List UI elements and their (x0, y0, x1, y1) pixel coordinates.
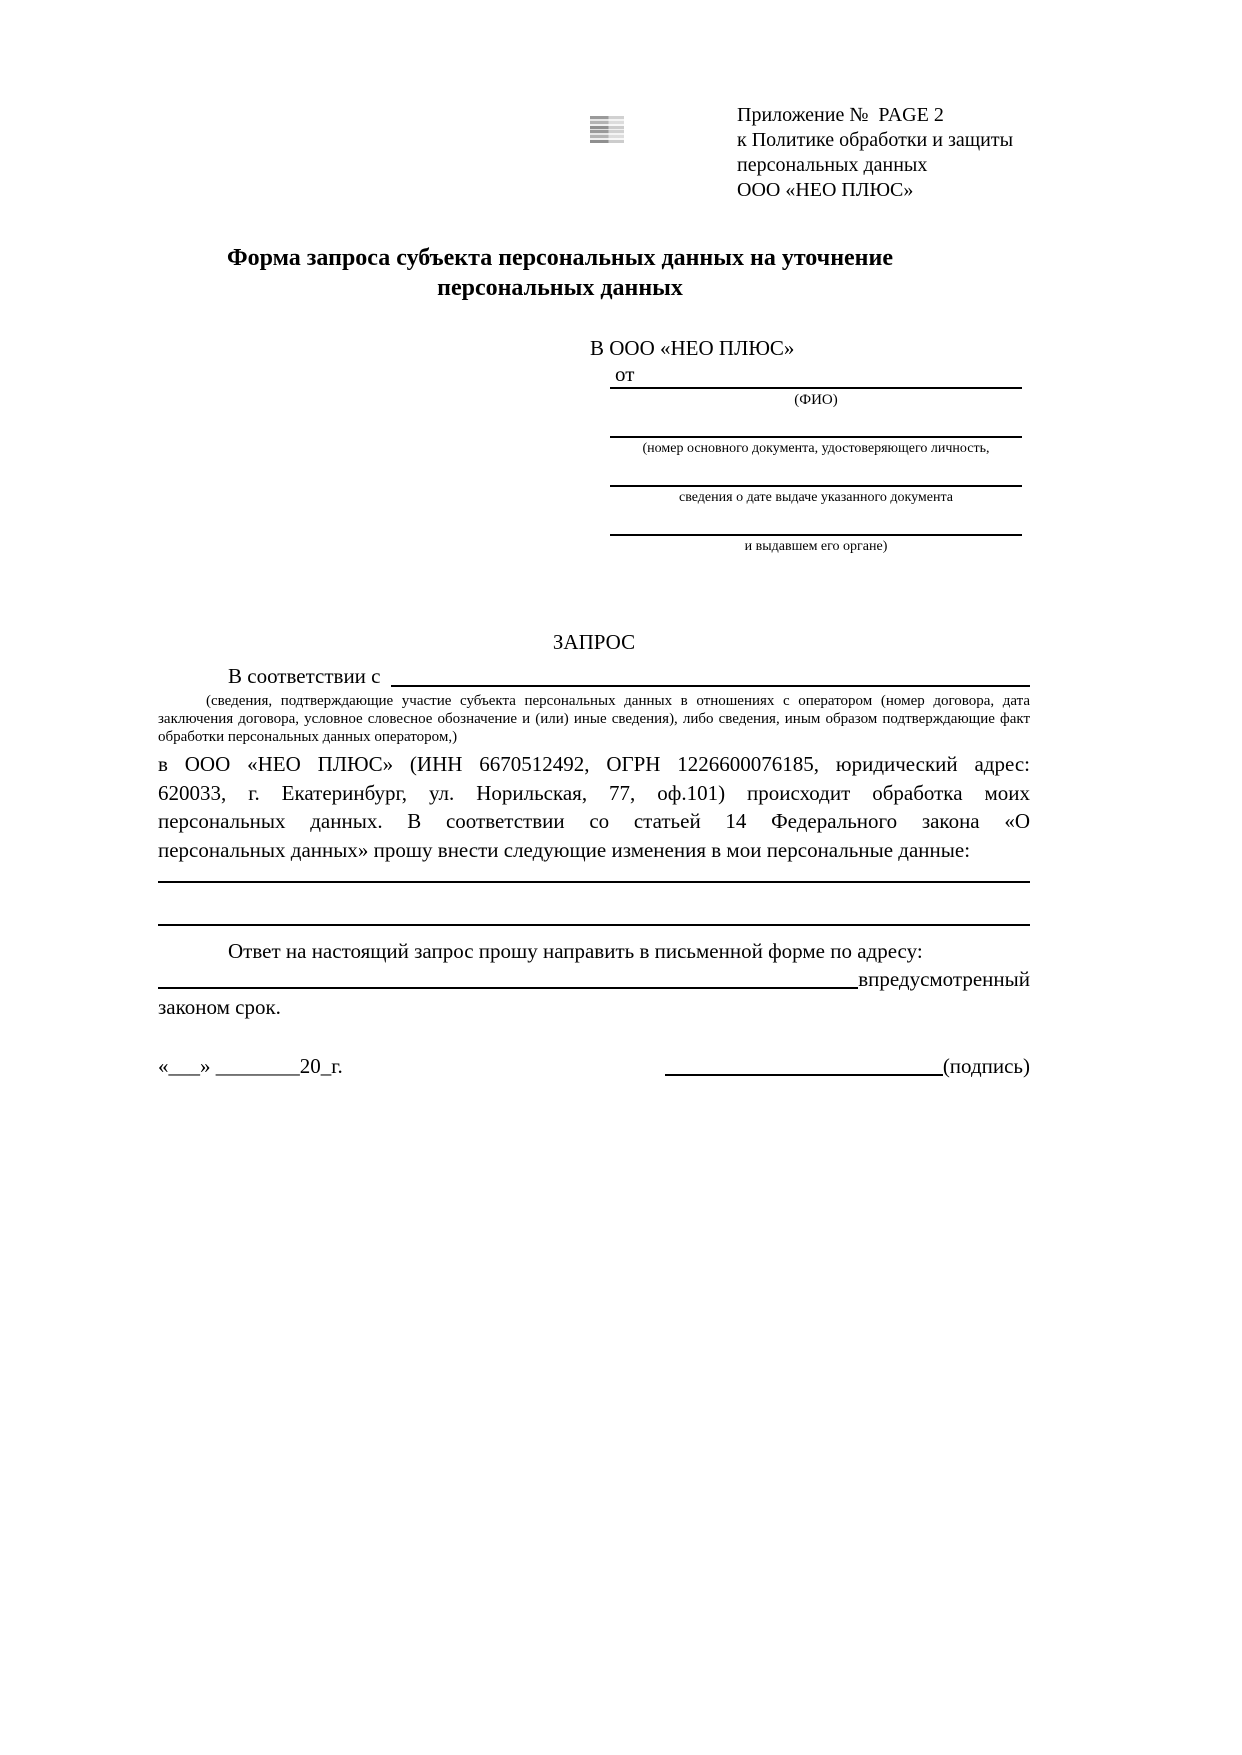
issue-date-field-caption: сведения о дате выдаче указанного документа (679, 490, 953, 505)
issue-date-blank-field (610, 485, 1022, 506)
body-paragraph (158, 750, 1030, 864)
document-number-blank-field (610, 436, 1022, 457)
addressee-block (590, 335, 1030, 555)
signature-caption: (подпись) (942, 1054, 1030, 1078)
body-line: персональных данных. В соответствии со статьей 14 Федерального закона «О (158, 809, 1030, 833)
intro-line (158, 663, 1030, 689)
document-title-line: персональных данных (437, 275, 683, 301)
request-heading: ЗАПРОС (552, 630, 636, 654)
signature-blank-line (665, 1052, 943, 1076)
reply-address-row (158, 965, 1030, 993)
fio-blank-field (610, 387, 1022, 408)
document-title-line: Форма запроса субъекта персональных данных на уточнение (227, 245, 893, 271)
addressee-to: В ООО «НЕО ПЛЮС» (590, 336, 795, 360)
footnote-line: (сведения, подтверждающие участие субъекта персональных данных в отношениях с оператором (номер договора, дата (206, 693, 1030, 709)
addressee-from-label: от (615, 362, 635, 386)
reply-paragraph (158, 937, 1030, 1021)
reply-line: законом срок. (158, 995, 281, 1019)
address-blank-line (158, 965, 858, 989)
appendix-line: персональных данных (737, 154, 928, 176)
document-number-field-caption: (номер основного документа, удостоверяющего личность, (642, 441, 990, 456)
appendix-line: Приложение № PAGE 2 (737, 104, 944, 126)
intro-blank-line (391, 663, 1031, 687)
appendix-line: ООО «НЕО ПЛЮС» (737, 179, 914, 201)
appendix-reference (737, 103, 1030, 203)
reply-word: предусмотренный (868, 967, 1030, 991)
header-block (158, 103, 1030, 203)
footnote-paragraph (158, 692, 1030, 746)
fio-field-caption: (ФИО) (794, 392, 838, 408)
footnote-line: заключения договора, условное словесное обозначение и (или) иные сведения), либо сведения, иным образом подтверждающие факт (158, 711, 1030, 727)
body-line: в ООО «НЕО ПЛЮС» (ИНН 6670512492, ОГРН 1226600076185, юридический адрес: (158, 752, 1030, 776)
issuing-authority-field-caption: и выдавшем его органе) (744, 539, 888, 554)
document-title (158, 243, 962, 303)
signature-row (158, 1052, 1030, 1080)
footnote-line: обработки персональных данных оператором,) (158, 729, 458, 745)
date-blank: «___» ________20_г. (158, 1054, 343, 1078)
appendix-line: к Политике обработки и защиты (737, 129, 1014, 151)
embedded-table-artifact-icon (590, 116, 624, 143)
issuing-authority-blank-field (610, 534, 1022, 555)
changes-blank-line (158, 881, 1030, 883)
document-content (0, 103, 1242, 1080)
body-line: персональных данных» прошу внести следующие изменения в мои персональные данные: (158, 837, 971, 862)
body-line: 620033, г. Екатеринбург, ул. Норильская, 77, оф.101) происходит обработка моих (158, 780, 1030, 805)
changes-blank-line (158, 924, 1030, 926)
reply-line: Ответ на настоящий запрос прошу направить в письменной форме по адресу: (228, 939, 923, 963)
intro-prefix: В соответствии с (228, 664, 381, 688)
reply-word: в (858, 967, 869, 991)
